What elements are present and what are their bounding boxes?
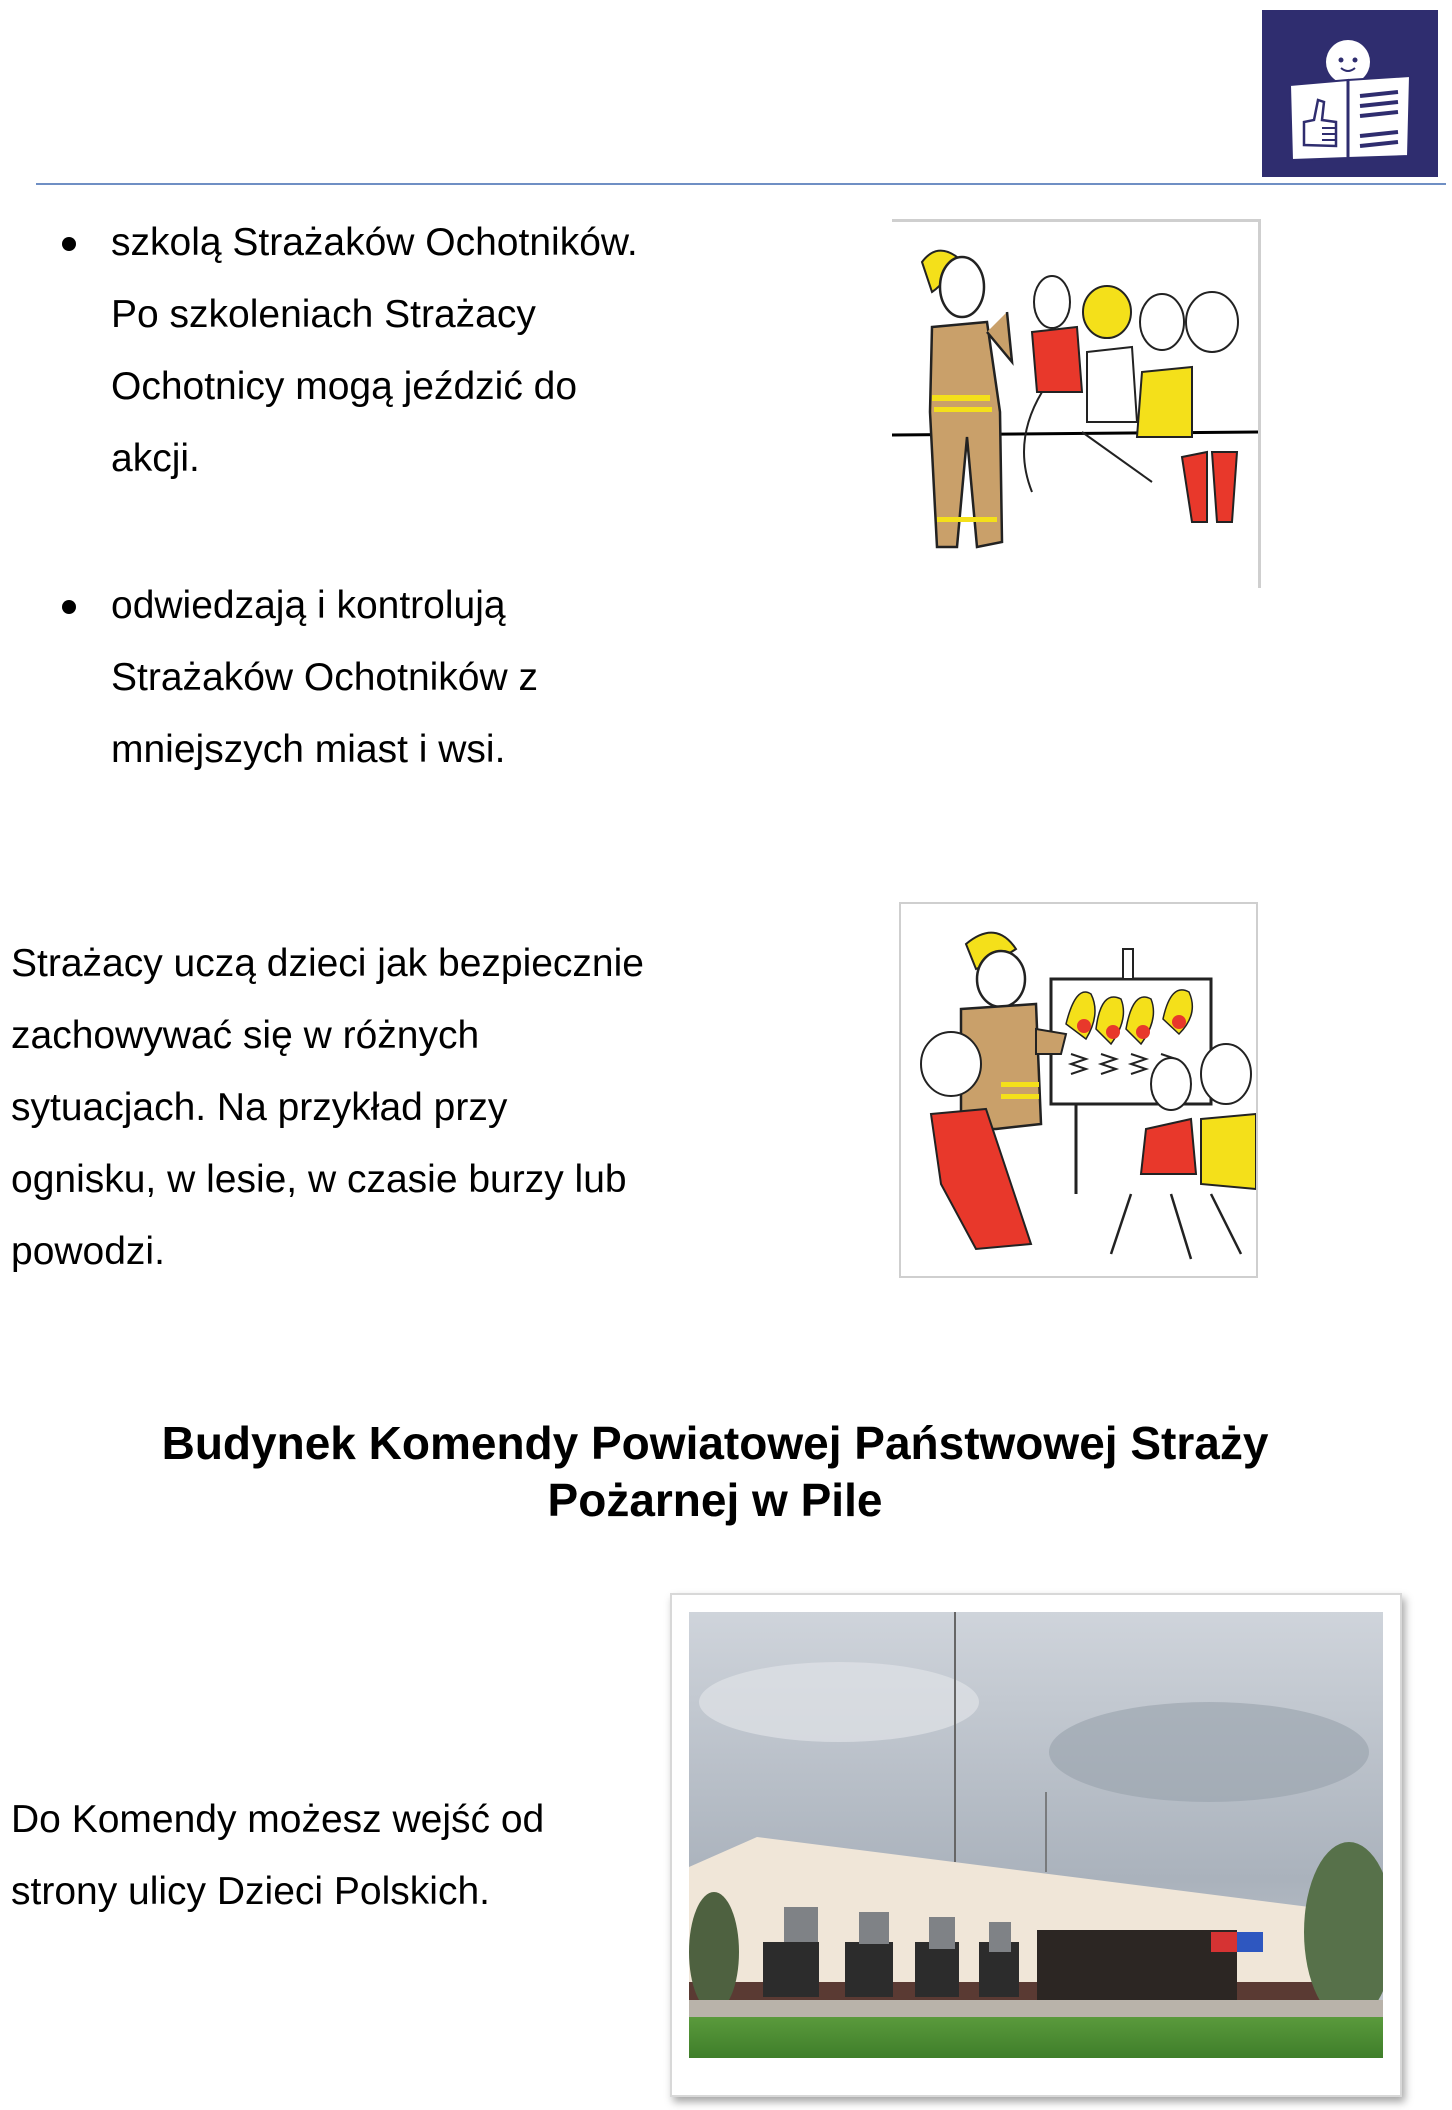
bullet-line: akcji. (111, 437, 200, 480)
bullet-line: szkolą Strażaków Ochotników. (111, 221, 638, 264)
paragraph-line: Strażacy uczą dzieci jak bezpiecznie (11, 942, 644, 985)
training-scene-icon (892, 222, 1258, 588)
section-heading (0, 1415, 1430, 1529)
bullet-dot (62, 237, 76, 251)
paragraph-line: powodzi. (11, 1230, 165, 1273)
bullet-line: Strażaków Ochotników z (111, 656, 539, 699)
header-divider (36, 183, 1446, 185)
fire-lesson-scene-icon (901, 904, 1256, 1276)
paragraph-line: ognisku, w lesie, w czasie burzy lub (11, 1158, 627, 1201)
heading-line: Budynek Komendy Powiatowej Państwowej Straży (161, 1417, 1269, 1469)
bullet-line: Ochotnicy mogą jeździć do (111, 365, 578, 408)
fire-station-photo-frame (670, 1593, 1402, 2097)
bullet-line: odwiedzają i kontrolują (111, 584, 506, 627)
paragraph-line: Do Komendy możesz wejść od (11, 1798, 545, 1841)
paragraph-line: sytuacjach. Na przykład przy (11, 1086, 508, 1129)
bullet-dot (62, 600, 76, 614)
fire-station-building-photo (689, 1612, 1383, 2058)
paragraph-line: strony ulicy Dzieci Polskich. (11, 1870, 490, 1913)
paragraph-line: zachowywać się w różnych (11, 1014, 480, 1057)
easy-to-read-icon (1262, 10, 1438, 177)
bullet-line: Po szkoleniach Strażacy (111, 293, 536, 336)
fire-safety-lesson-illustration (899, 902, 1258, 1278)
firefighter-training-illustration (892, 219, 1261, 588)
bullet-line: mniejszych miast i wsi. (111, 728, 506, 771)
building-photo-icon (689, 1612, 1383, 2058)
easy-to-read-logo (1262, 10, 1438, 177)
heading-line: Pożarnej w Pile (547, 1474, 883, 1526)
